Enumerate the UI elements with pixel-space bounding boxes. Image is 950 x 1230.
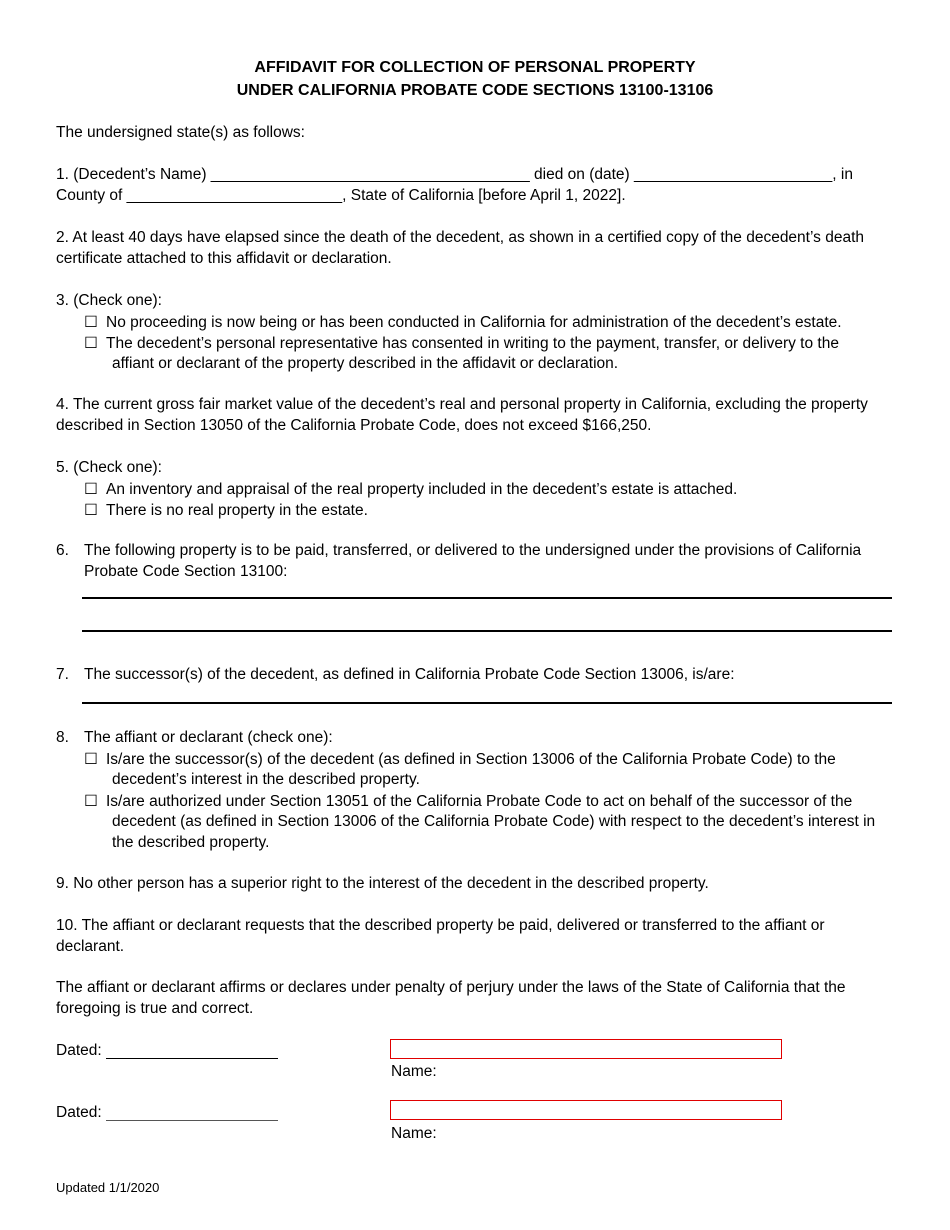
item8-option1 [84,750,836,769]
item6-line2: Probate Code Section 13100: [84,563,288,580]
affirmation-line2: foregoing is true and correct. [56,1000,254,1017]
dated-field-1[interactable] [106,1058,278,1059]
checkbox-personal-representative[interactable]: ☐ [84,335,98,352]
property-field-line1[interactable] [82,597,892,599]
item8-option2-label: Is/are authorized under Section 13051 of the California Probate Code to act on behalf of the successor of the [106,793,853,810]
form-title-line1: AFFIDAVIT FOR COLLECTION OF PERSONAL PROPERTY [254,59,696,76]
item8-option2-label-cont2: the described property. [112,834,270,851]
item8-option1-label-cont: decedent’s interest in the described property. [112,771,420,788]
dated-label-2: Dated: [56,1104,102,1121]
item4-line1: 4. The current gross fair market value of the decedent’s real and personal property in California, excluding the property [56,396,868,413]
item5-option2-label: There is no real property in the estate. [106,502,368,519]
item5-option1 [84,480,737,499]
item4-line2: described in Section 13050 of the California Probate Code, does not exceed $166,250. [56,417,652,434]
item5-heading: 5. (Check one): [56,459,162,476]
item2-line2: certificate attached to this affidavit or declaration. [56,250,392,267]
item2-line1: 2. At least 40 days have elapsed since the death of the decedent, as shown in a certified copy of the decedent’s death [56,229,864,246]
item3-option2-label-cont: affiant or declarant of the property described in the affidavit or declaration. [112,355,619,372]
item7-number: 7. [56,666,69,683]
name-label-1: Name: [391,1063,437,1080]
name-label-2: Name: [391,1125,437,1142]
property-field-line2[interactable] [82,630,892,632]
item7-line1: The successor(s) of the decedent, as defined in California Probate Code Section 13006, is/are: [84,666,735,683]
item8-number: 8. [56,729,69,746]
item6-line1: The following property is to be paid, transferred, or delivered to the undersigned under the provisions of California [84,542,862,559]
item10-line2: declarant. [56,938,125,955]
item1-line1: 1. (Decedent’s Name) _____________________________________ died on (date) _______________________, in [56,166,853,183]
item3-heading: 3. (Check one): [56,292,162,309]
checkbox-no-proceeding[interactable]: ☐ [84,314,98,331]
item6-number: 6. [56,542,69,559]
item3-option1-label: No proceeding is now being or has been conducted in California for administration of the decedent’s estate. [106,314,842,331]
dated-label-1: Dated: [56,1042,102,1059]
item8-option1-label: Is/are the successor(s) of the decedent (as defined in Section 13006 of the California Probate Code) to the [106,751,836,768]
item3-option1 [84,313,842,332]
affirmation-line1: The affiant or declarant affirms or declares under penalty of perjury under the laws of the State of California that the [56,979,846,996]
item5-option2 [84,501,368,520]
item10-line1: 10. The affiant or declarant requests that the described property be paid, delivered or transferred to the affiant or [56,917,825,934]
intro-text: The undersigned state(s) as follows: [56,124,305,141]
dated-field-2[interactable] [106,1120,278,1121]
signature-field-2[interactable] [390,1100,782,1120]
signature-field-1[interactable] [390,1039,782,1059]
checkbox-is-authorized[interactable]: ☐ [84,793,98,810]
item5-option1-label: An inventory and appraisal of the real property included in the decedent’s estate is attached. [106,481,738,498]
item3-option2-label: The decedent’s personal representative has consented in writing to the payment, transfer, or delivery to the [106,335,839,352]
item8-heading: The affiant or declarant (check one): [84,729,333,746]
item8-option2 [84,792,852,811]
updated-date: Updated 1/1/2020 [56,1180,160,1195]
successors-field-line[interactable] [82,702,892,704]
checkbox-no-real-property[interactable]: ☐ [84,502,98,519]
form-title-line2: UNDER CALIFORNIA PROBATE CODE SECTIONS 13100-13106 [236,82,714,99]
item9-text: 9. No other person has a superior right to the interest of the decedent in the described property. [56,875,709,892]
checkbox-inventory-attached[interactable]: ☐ [84,481,98,498]
item1-line2: County of _________________________, State of California [before April 1, 2022]. [56,187,626,204]
item3-option2 [84,334,839,353]
checkbox-is-successor[interactable]: ☐ [84,751,98,768]
item8-option2-label-cont1: decedent (as defined in Section 13006 of the California Probate Code) with respect to the decedent’s interest in [112,813,876,830]
